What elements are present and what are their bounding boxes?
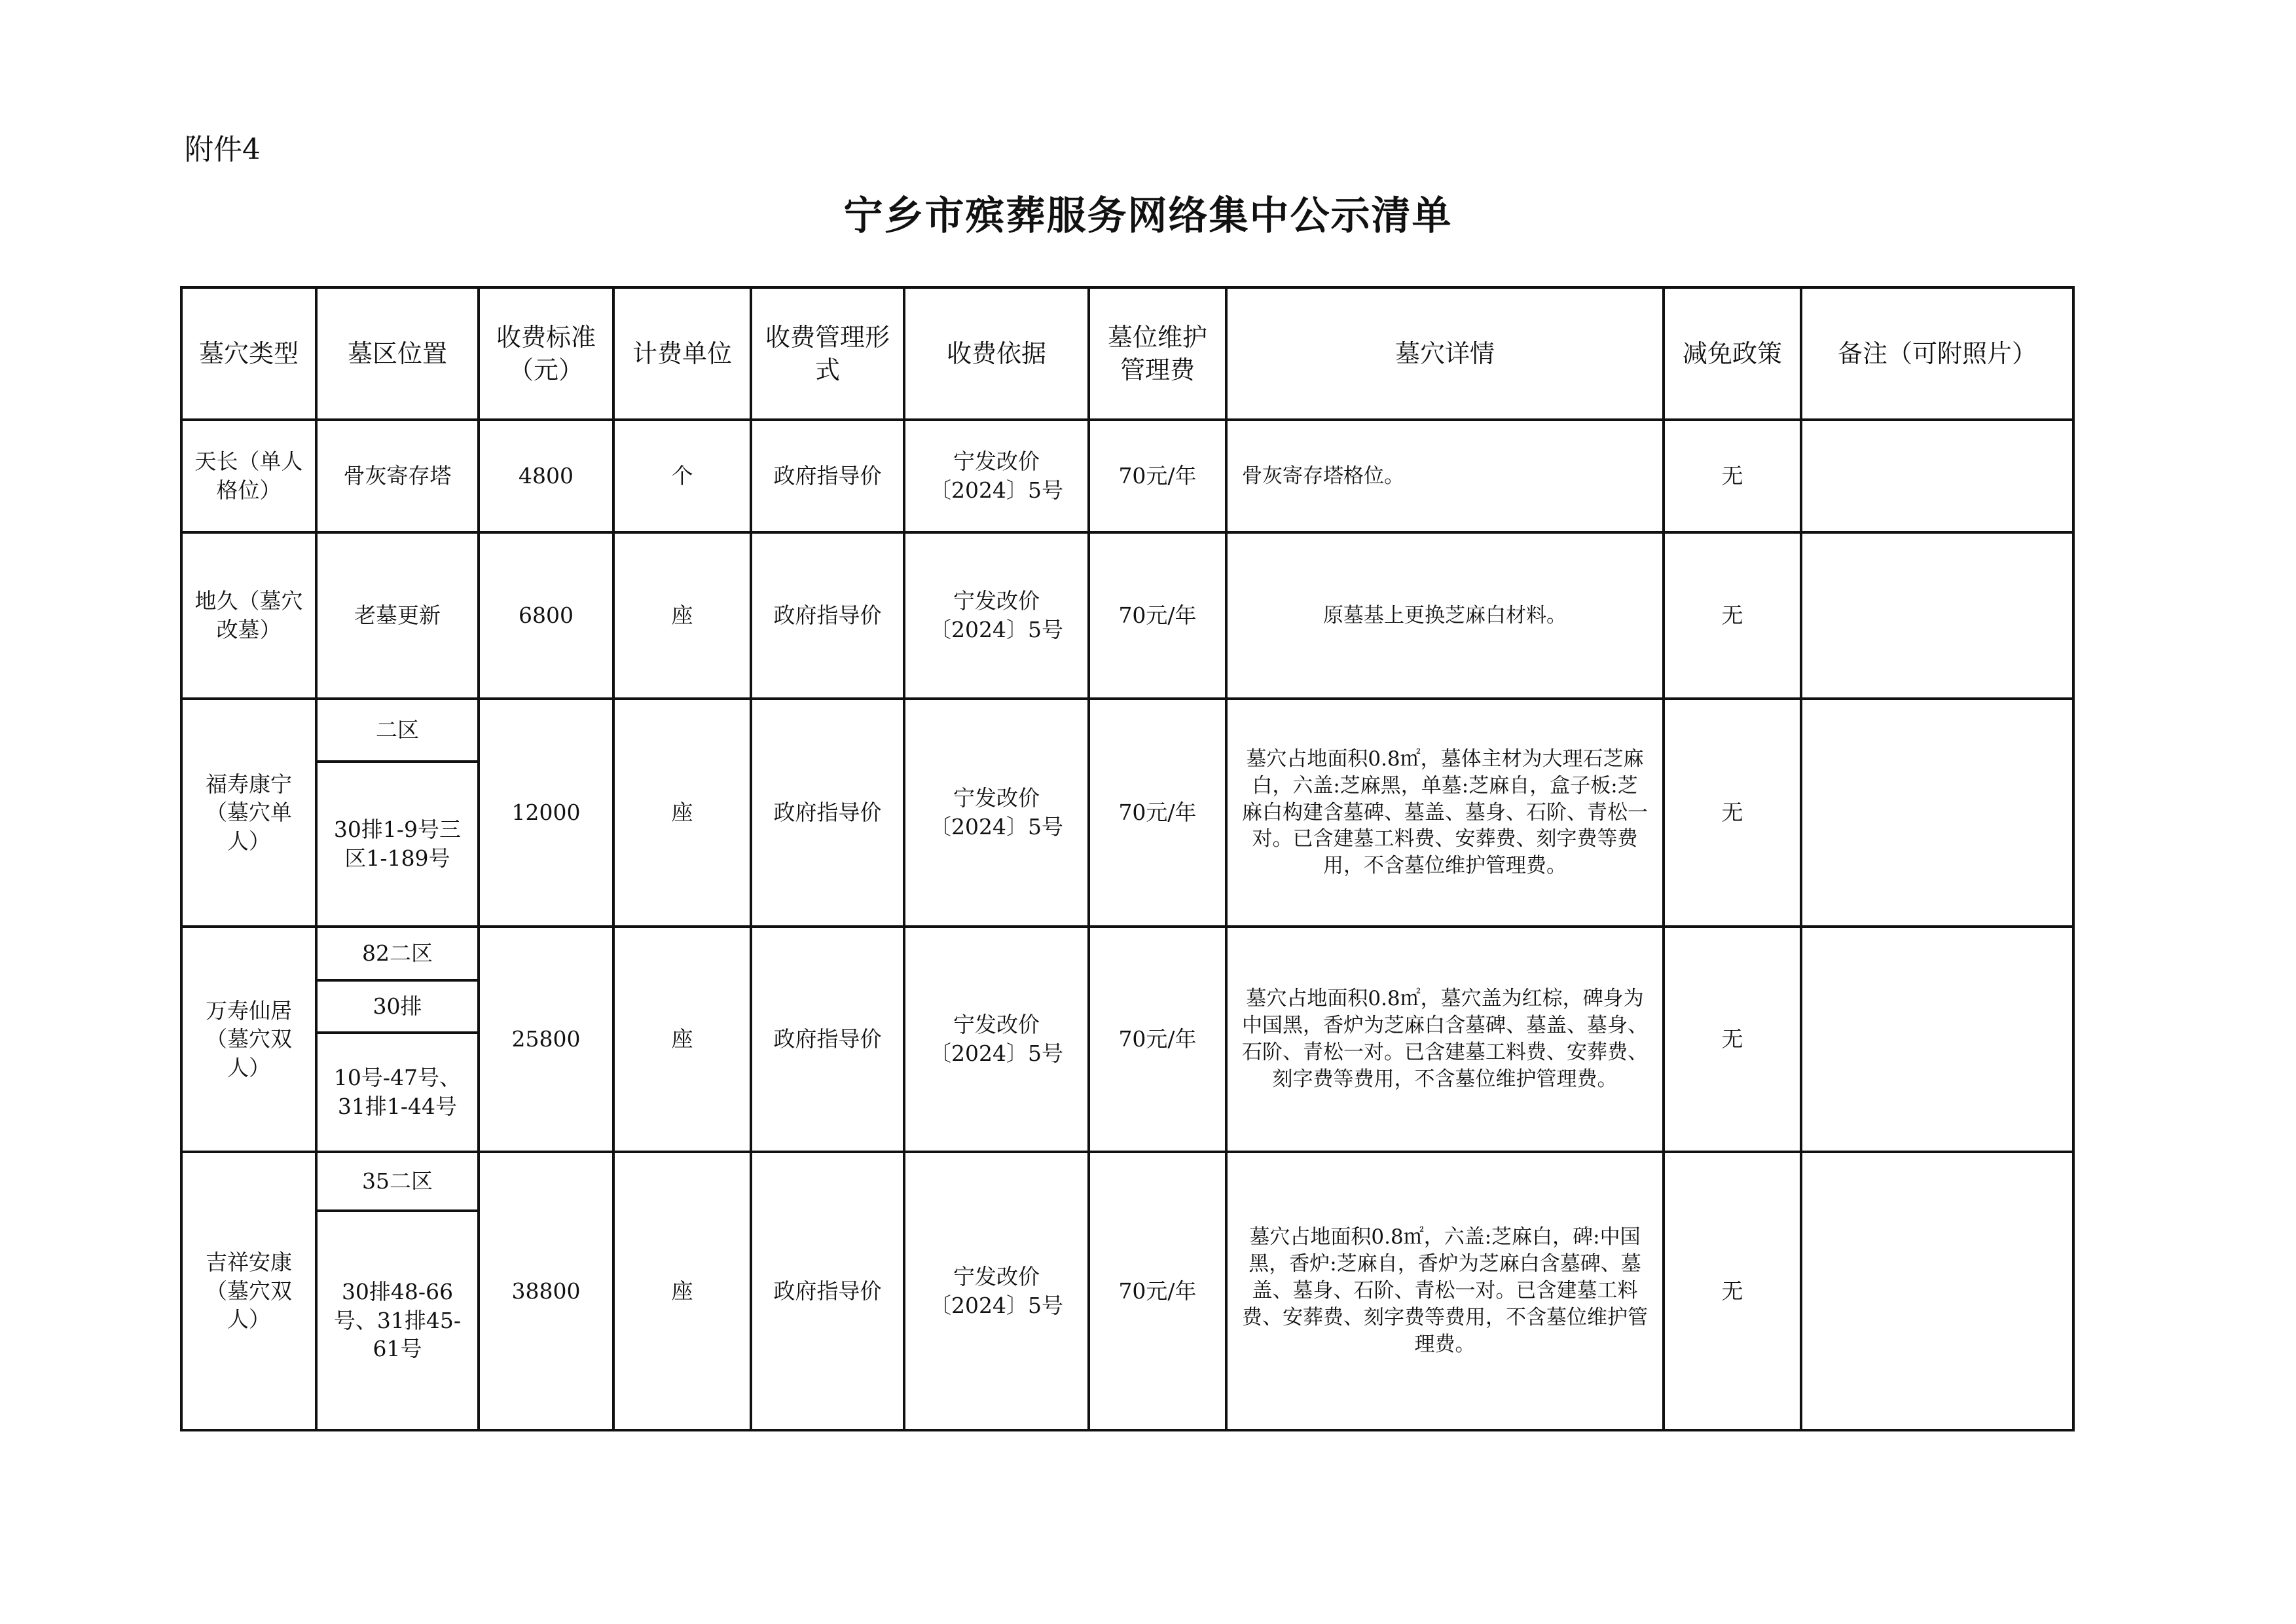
price-cell: 4800 — [479, 420, 613, 532]
table-row — [181, 532, 2073, 699]
header-cell: 墓区位置 — [316, 287, 479, 420]
grave-type-cell: 福寿康宁（墓穴单人） — [181, 699, 316, 927]
basis-cell: 宁发改价〔2024〕5号 — [904, 532, 1089, 699]
table-row — [181, 420, 2073, 532]
location-cell: 82二区 — [316, 927, 479, 980]
fee-table — [180, 286, 2075, 1431]
maintenance-cell: 70元/年 — [1089, 1152, 1226, 1430]
grave-type-cell: 万寿仙居（墓穴双人） — [181, 927, 316, 1152]
table-row — [181, 927, 2073, 980]
grave-type-cell: 天长（单人格位） — [181, 420, 316, 532]
price-cell: 25800 — [479, 927, 613, 1152]
detail-cell: 墓穴占地面积0.8㎡，墓体主材为大理石芝麻白，六盖:芝麻黑，单墓:芝麻自，盒子板:芝麻白构建含墓碑、墓盖、墓身、石阶、青松一对。已含建墓工料费、安葬费、刻字费等费用，不含墓位维护管理费。 — [1226, 699, 1664, 927]
management-cell: 政府指导价 — [751, 532, 904, 699]
document-title: 宁乡市殡葬服务网络集中公示清单 — [843, 193, 1453, 239]
detail-cell: 原墓基上更换芝麻白材料。 — [1226, 532, 1664, 699]
header-cell: 备注（可附照片） — [1801, 287, 2073, 420]
basis-cell: 宁发改价〔2024〕5号 — [904, 927, 1089, 1152]
maintenance-cell: 70元/年 — [1089, 532, 1226, 699]
location-cell: 二区 — [316, 699, 479, 762]
header-cell: 收费依据 — [904, 287, 1089, 420]
price-cell: 12000 — [479, 699, 613, 927]
header-cell: 墓穴详情 — [1226, 287, 1664, 420]
remark-cell — [1801, 532, 2073, 699]
unit-cell: 座 — [613, 927, 751, 1152]
management-cell: 政府指导价 — [751, 699, 904, 927]
relief-cell: 无 — [1664, 420, 1801, 532]
header-cell: 收费管理形式 — [751, 287, 904, 420]
detail-cell: 墓穴占地面积0.8㎡，六盖:芝麻白，碑:中国黑，香炉:芝麻自，香炉为芝麻白含墓碑、墓盖、墓身、石阶、青松一对。已含建墓工料费、安葬费、刻字费等费用，不含墓位维护管理费。 — [1226, 1152, 1664, 1430]
grave-type-cell: 吉祥安康（墓穴双人） — [181, 1152, 316, 1430]
basis-cell: 宁发改价〔2024〕5号 — [904, 1152, 1089, 1430]
relief-cell: 无 — [1664, 927, 1801, 1152]
unit-cell: 个 — [613, 420, 751, 532]
header-cell: 计费单位 — [613, 287, 751, 420]
remark-cell — [1801, 927, 2073, 1152]
location-cell: 35二区 — [316, 1152, 479, 1211]
location-cell: 30排48-66号、31排45-61号 — [316, 1211, 479, 1430]
price-cell: 38800 — [479, 1152, 613, 1430]
maintenance-cell: 70元/年 — [1089, 699, 1226, 927]
grave-type-cell: 地久（墓穴改墓） — [181, 532, 316, 699]
header-cell: 墓位维护管理费 — [1089, 287, 1226, 420]
relief-cell: 无 — [1664, 532, 1801, 699]
location-cell: 老墓更新 — [316, 532, 479, 699]
relief-cell: 无 — [1664, 699, 1801, 927]
remark-cell — [1801, 699, 2073, 927]
detail-cell: 墓穴占地面积0.8㎡，墓穴盖为红棕，碑身为中国黑，香炉为芝麻白含墓碑、墓盖、墓身、石阶、青松一对。已含建墓工料费、安葬费、刻字费等费用，不含墓位维护管理费。 — [1226, 927, 1664, 1152]
attachment-label: 附件4 — [185, 133, 261, 166]
location-cell: 骨灰寄存塔 — [316, 420, 479, 532]
location-cell: 10号-47号、31排1-44号 — [316, 1033, 479, 1152]
header-cell: 减免政策 — [1664, 287, 1801, 420]
remark-cell — [1801, 1152, 2073, 1430]
table-row — [181, 1152, 2073, 1211]
maintenance-cell: 70元/年 — [1089, 927, 1226, 1152]
unit-cell: 座 — [613, 532, 751, 699]
management-cell: 政府指导价 — [751, 1152, 904, 1430]
header-cell: 墓穴类型 — [181, 287, 316, 420]
unit-cell: 座 — [613, 1152, 751, 1430]
remark-cell — [1801, 420, 2073, 532]
header-cell: 收费标准（元） — [479, 287, 613, 420]
maintenance-cell: 70元/年 — [1089, 420, 1226, 532]
unit-cell: 座 — [613, 699, 751, 927]
location-cell: 30排 — [316, 980, 479, 1033]
price-cell: 6800 — [479, 532, 613, 699]
detail-cell: 骨灰寄存塔格位。 — [1226, 420, 1664, 532]
table-header-row — [181, 287, 2073, 420]
basis-cell: 宁发改价〔2024〕5号 — [904, 699, 1089, 927]
management-cell: 政府指导价 — [751, 420, 904, 532]
table-row — [181, 699, 2073, 762]
basis-cell: 宁发改价〔2024〕5号 — [904, 420, 1089, 532]
location-cell: 30排1-9号三区1-189号 — [316, 762, 479, 927]
management-cell: 政府指导价 — [751, 927, 904, 1152]
relief-cell: 无 — [1664, 1152, 1801, 1430]
